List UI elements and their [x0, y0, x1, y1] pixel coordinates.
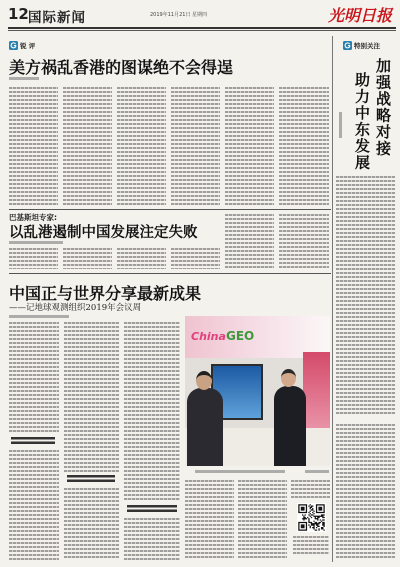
body-text-column	[185, 480, 234, 560]
body-text-column	[336, 176, 395, 416]
body-text-column	[63, 248, 112, 269]
photo-person-left-body	[187, 388, 223, 466]
qr-code-icon	[297, 503, 326, 532]
page-number: 12	[8, 5, 29, 23]
column-tag	[9, 40, 35, 50]
section-rule	[9, 273, 331, 274]
qr-modules	[298, 504, 324, 530]
body-text-column	[291, 480, 330, 500]
byline	[9, 77, 39, 80]
column-tag-label: 特别关注	[354, 41, 380, 50]
qr-code-graphic	[297, 503, 326, 532]
headline: 美方祸乱香港的图谋绝不会得逞	[9, 58, 234, 77]
body-text-column	[336, 424, 395, 558]
photo-caption	[195, 470, 285, 473]
photo-sign-word-geo: GEO	[226, 329, 255, 343]
photo-person-left-head	[196, 371, 212, 390]
body-text-column	[124, 322, 180, 502]
body-text-column	[64, 322, 119, 472]
section-rule	[9, 209, 331, 210]
body-text-column	[171, 248, 220, 269]
byline	[9, 315, 69, 318]
body-text-column	[64, 488, 119, 560]
subheading	[67, 475, 115, 484]
body-text-column	[9, 87, 58, 206]
headline: 以乱港遏制中国发展注定失败	[9, 224, 198, 241]
body-text-column	[225, 87, 274, 206]
section-name: 国际新闻	[28, 10, 86, 26]
news-photo	[185, 316, 330, 466]
body-text-column	[171, 87, 220, 206]
dateline: 2019年11月21日 星期四	[150, 12, 208, 18]
body-text-column	[9, 248, 58, 269]
vertical-headline-line-1: 加强战略对接	[374, 58, 392, 157]
photo-credit	[305, 470, 329, 473]
body-text-column	[117, 248, 166, 269]
byline	[339, 112, 342, 138]
subheading	[11, 437, 55, 446]
photo-person-right-head	[281, 369, 296, 387]
body-text-column	[279, 214, 329, 269]
masthead-rule-thin	[8, 30, 396, 31]
byline	[9, 241, 63, 244]
subtitle: ——记地球观测组织2019年会议周	[9, 303, 142, 313]
body-text-column	[9, 450, 59, 560]
g-logo-icon	[9, 41, 18, 50]
kicker: 巴基斯坦专家:	[9, 213, 57, 222]
body-text-column	[117, 87, 166, 206]
newspaper-logo: 光明日报	[328, 6, 393, 25]
column-tag	[343, 40, 380, 50]
photo-person-right-body	[274, 386, 306, 466]
masthead-rule	[8, 27, 396, 29]
subheading	[127, 505, 177, 514]
body-text-column	[293, 536, 329, 556]
column-separator	[332, 36, 333, 562]
body-text-column	[238, 480, 287, 560]
body-text-column	[9, 322, 59, 434]
body-text-column	[279, 87, 329, 206]
photo-sign-word-china: China	[191, 330, 226, 343]
body-text-column	[124, 518, 180, 560]
column-tag-label: 锐 评	[20, 41, 36, 50]
body-text-column	[225, 214, 274, 269]
g-logo-icon	[343, 41, 352, 50]
headline: 中国正与世界分享最新成果	[9, 284, 202, 303]
body-text-column	[63, 87, 112, 206]
vertical-headline-line-2: 助力中东发展	[353, 72, 371, 171]
